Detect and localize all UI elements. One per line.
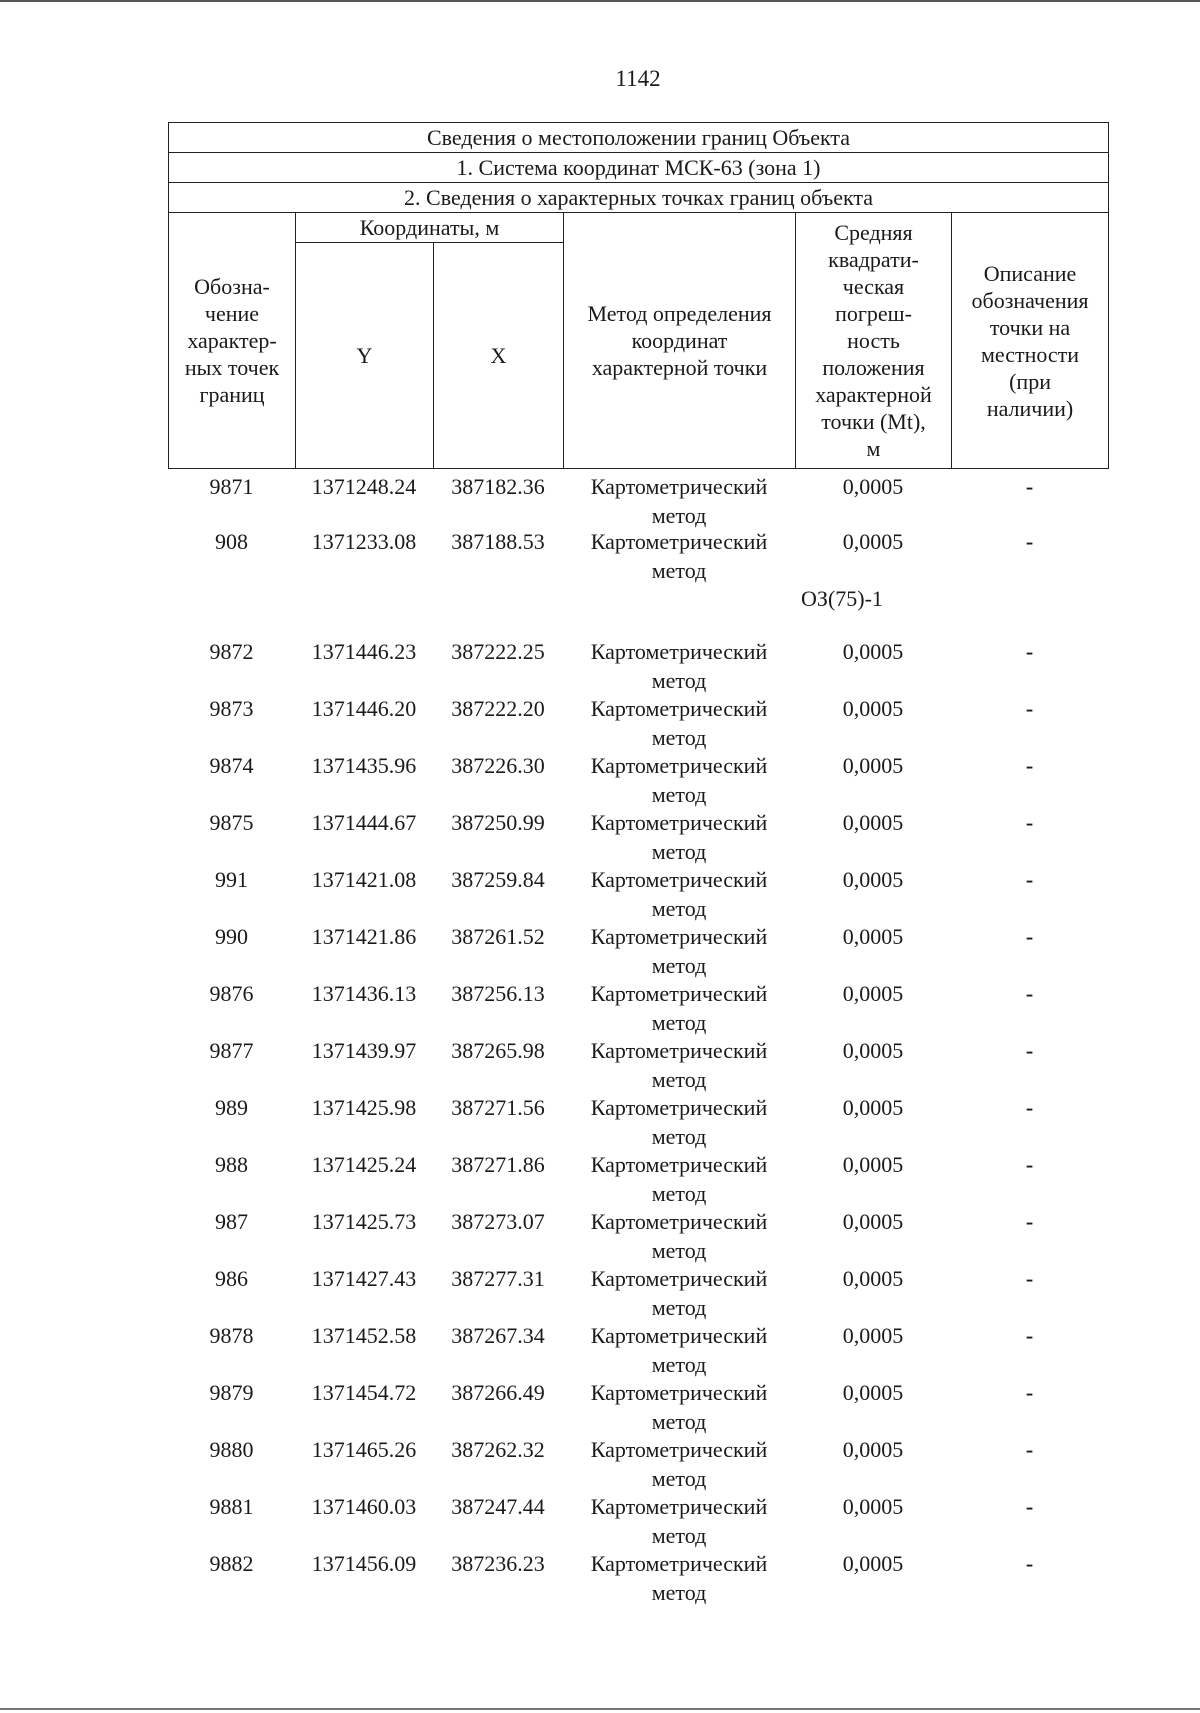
coord-y: 1371446.20 bbox=[311, 696, 417, 721]
method: Картометрический метод bbox=[590, 639, 768, 693]
error-value: 0,0005 bbox=[842, 1209, 904, 1234]
coord-x: 387271.86 bbox=[451, 1152, 545, 1177]
method: Картометрический метод bbox=[590, 696, 768, 750]
table-row bbox=[168, 1036, 1108, 1093]
error-value: 0,0005 bbox=[842, 1494, 904, 1519]
table-row bbox=[168, 751, 1108, 808]
point-id: 9878 bbox=[209, 1323, 254, 1348]
point-id: 990 bbox=[215, 924, 248, 949]
error-value: 0,0005 bbox=[842, 696, 904, 721]
point-id: 988 bbox=[215, 1152, 248, 1177]
point-description: - bbox=[1025, 1380, 1034, 1405]
point-id: 9872 bbox=[209, 639, 254, 664]
table-row bbox=[168, 979, 1108, 1036]
table-row bbox=[168, 808, 1108, 865]
method: Картометрический метод bbox=[590, 1494, 768, 1548]
point-id: 9881 bbox=[209, 1494, 254, 1519]
points-caption: 2. Сведения о характерных точках границ объекта bbox=[169, 183, 1109, 213]
point-id: 9875 bbox=[209, 810, 254, 835]
error-value: 0,0005 bbox=[842, 1437, 904, 1462]
point-description: - bbox=[1025, 1551, 1034, 1576]
method: Картометрический метод bbox=[590, 1266, 768, 1320]
method: Картометрический метод bbox=[590, 867, 768, 921]
coord-x: 387262.32 bbox=[451, 1437, 545, 1462]
coordinate-system: 1. Система координат МСК-63 (зона 1) bbox=[169, 153, 1109, 183]
point-id: 9877 bbox=[209, 1038, 254, 1063]
coord-y: 1371435.96 bbox=[311, 753, 417, 778]
point-id: 9874 bbox=[209, 753, 254, 778]
error-value: 0,0005 bbox=[842, 1380, 904, 1405]
coord-x: 387247.44 bbox=[451, 1494, 545, 1519]
method: Картометрический метод bbox=[590, 1323, 768, 1377]
coord-x: 387265.98 bbox=[451, 1038, 545, 1063]
point-id: 9871 bbox=[209, 474, 254, 499]
coord-x: 387271.56 bbox=[451, 1095, 545, 1120]
coord-y: 1371446.23 bbox=[311, 639, 417, 664]
point-description: - bbox=[1025, 1437, 1034, 1462]
coord-x: 387222.25 bbox=[451, 639, 545, 664]
table-row bbox=[168, 1264, 1108, 1321]
coord-y: 1371425.98 bbox=[311, 1095, 417, 1120]
coord-y: 1371421.86 bbox=[311, 924, 417, 949]
method: Картометрический метод bbox=[590, 753, 768, 807]
point-description: - bbox=[1025, 1209, 1034, 1234]
method: Картометрический метод bbox=[590, 474, 768, 528]
table-row bbox=[168, 694, 1108, 751]
point-id: 9880 bbox=[209, 1437, 254, 1462]
coord-y: 1371425.24 bbox=[311, 1152, 417, 1177]
coord-y: 1371427.43 bbox=[311, 1266, 417, 1291]
point-description: - bbox=[1025, 753, 1034, 778]
coord-y: 1371454.72 bbox=[311, 1380, 417, 1405]
error-value: 0,0005 bbox=[842, 1551, 904, 1576]
method: Картометрический метод bbox=[590, 529, 768, 583]
table-row bbox=[168, 1207, 1108, 1264]
coord-y: 1371421.08 bbox=[311, 867, 417, 892]
point-description: - bbox=[1025, 981, 1034, 1006]
point-description: - bbox=[1025, 867, 1034, 892]
point-description: - bbox=[1025, 529, 1034, 554]
error-value: 0,0005 bbox=[842, 529, 904, 554]
point-description: - bbox=[1025, 1323, 1034, 1348]
col-header-y: Y bbox=[296, 243, 434, 469]
error-value: 0,0005 bbox=[842, 1095, 904, 1120]
header-table bbox=[168, 122, 1109, 469]
method: Картометрический метод bbox=[590, 924, 768, 978]
coord-x: 387236.23 bbox=[451, 1551, 545, 1576]
point-id: 9873 bbox=[209, 696, 254, 721]
coord-x: 387226.30 bbox=[451, 753, 545, 778]
coord-x: 387273.07 bbox=[451, 1209, 545, 1234]
coord-y: 1371456.09 bbox=[311, 1551, 417, 1576]
method: Картометрический метод bbox=[590, 1152, 768, 1206]
points-table-body bbox=[168, 472, 1108, 1606]
table-row bbox=[168, 1093, 1108, 1150]
error-value: 0,0005 bbox=[842, 1038, 904, 1063]
col-header-description: Описание обозначения точки на местности (при наличии) bbox=[952, 213, 1109, 469]
coord-y: 1371444.67 bbox=[311, 810, 417, 835]
scan-edge-bottom bbox=[0, 1708, 1200, 1710]
table-row bbox=[168, 1549, 1108, 1606]
point-description: - bbox=[1025, 696, 1034, 721]
coord-y: 1371233.08 bbox=[311, 529, 417, 554]
coord-y: 1371248.24 bbox=[311, 474, 417, 499]
point-description: - bbox=[1025, 810, 1034, 835]
coord-x: 387259.84 bbox=[451, 867, 545, 892]
col-header-x: X bbox=[434, 243, 564, 469]
coord-x: 387277.31 bbox=[451, 1266, 545, 1291]
method: Картометрический метод bbox=[590, 1095, 768, 1149]
point-description: - bbox=[1025, 1152, 1034, 1177]
coord-x: 387256.13 bbox=[451, 981, 545, 1006]
point-description: - bbox=[1025, 1494, 1034, 1519]
coord-x: 387266.49 bbox=[451, 1380, 545, 1405]
point-id: 9882 bbox=[209, 1551, 254, 1576]
method: Картометрический метод bbox=[590, 1209, 768, 1263]
error-value: 0,0005 bbox=[842, 753, 904, 778]
point-description: - bbox=[1025, 1038, 1034, 1063]
coord-y: 1371425.73 bbox=[311, 1209, 417, 1234]
table-title: Сведения о местоположении границ Объекта bbox=[169, 123, 1109, 153]
table-row bbox=[168, 1150, 1108, 1207]
coord-y: 1371436.13 bbox=[311, 981, 417, 1006]
point-description: - bbox=[1025, 924, 1034, 949]
error-value: 0,0005 bbox=[842, 639, 904, 664]
table-row bbox=[168, 1378, 1108, 1435]
point-id: 986 bbox=[215, 1266, 248, 1291]
method: Картометрический метод bbox=[590, 1551, 768, 1605]
coord-y: 1371439.97 bbox=[311, 1038, 417, 1063]
point-description: - bbox=[1025, 639, 1034, 664]
table-row bbox=[168, 1321, 1108, 1378]
coord-y: 1371460.03 bbox=[311, 1494, 417, 1519]
scan-edge-top bbox=[0, 0, 1200, 2]
col-header-method: Метод определения координат характерной точки bbox=[564, 213, 796, 469]
point-description: - bbox=[1025, 1095, 1034, 1120]
point-id: 991 bbox=[215, 867, 248, 892]
page-number: 1142 bbox=[615, 66, 661, 91]
table-row bbox=[168, 922, 1108, 979]
point-id: 987 bbox=[215, 1209, 248, 1234]
error-value: 0,0005 bbox=[842, 1152, 904, 1177]
table-row bbox=[168, 865, 1108, 922]
coord-x: 387222.20 bbox=[451, 696, 545, 721]
table-row bbox=[168, 1435, 1108, 1492]
method: Картометрический метод bbox=[590, 1437, 768, 1491]
error-value: 0,0005 bbox=[842, 810, 904, 835]
section-label: ОЗ(75)-1 bbox=[801, 586, 883, 611]
coord-x: 387188.53 bbox=[451, 529, 545, 554]
table-row bbox=[168, 527, 1108, 584]
col-header-error: Средняя квадрати- ческая погреш- ность положения характерной точки (Mt), м bbox=[796, 213, 952, 469]
error-value: 0,0005 bbox=[842, 474, 904, 499]
coord-y: 1371465.26 bbox=[311, 1437, 417, 1462]
error-value: 0,0005 bbox=[842, 924, 904, 949]
method: Картометрический метод bbox=[590, 981, 768, 1035]
coord-x: 387261.52 bbox=[451, 924, 545, 949]
point-description: - bbox=[1025, 474, 1034, 499]
point-description: - bbox=[1025, 1266, 1034, 1291]
error-value: 0,0005 bbox=[842, 1323, 904, 1348]
method: Картометрический метод bbox=[590, 1038, 768, 1092]
error-value: 0,0005 bbox=[842, 867, 904, 892]
coord-x: 387267.34 bbox=[451, 1323, 545, 1348]
point-id: 9876 bbox=[209, 981, 254, 1006]
coord-x: 387250.99 bbox=[451, 810, 545, 835]
method: Картометрический метод bbox=[590, 1380, 768, 1434]
table-row bbox=[168, 472, 1108, 527]
coord-x: 387182.36 bbox=[451, 474, 545, 499]
point-id: 9879 bbox=[209, 1380, 254, 1405]
error-value: 0,0005 bbox=[842, 1266, 904, 1291]
col-header-coords: Координаты, м bbox=[296, 213, 564, 243]
method: Картометрический метод bbox=[590, 810, 768, 864]
table-row bbox=[168, 637, 1108, 694]
point-id: 908 bbox=[215, 529, 248, 554]
coord-y: 1371452.58 bbox=[311, 1323, 417, 1348]
table-row bbox=[168, 1492, 1108, 1549]
col-header-id: Обозна- чение характер- ных точек границ bbox=[169, 213, 296, 469]
error-value: 0,0005 bbox=[842, 981, 904, 1006]
point-id: 989 bbox=[215, 1095, 248, 1120]
